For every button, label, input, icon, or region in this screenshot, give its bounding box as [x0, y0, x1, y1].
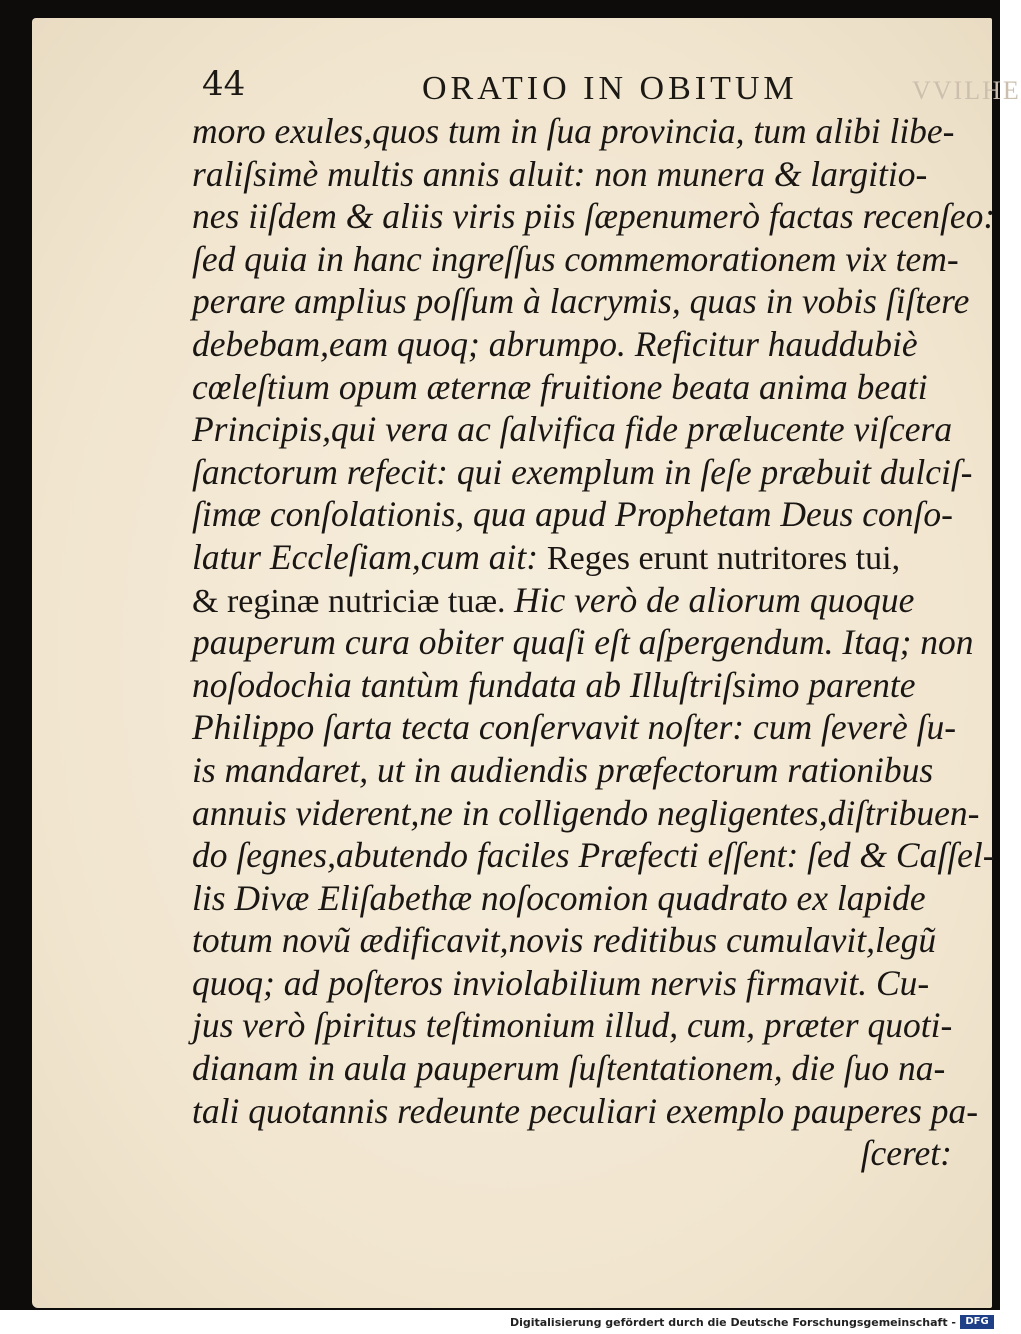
text-line: Philippo ſarta tecta conſervavit noſter: cum ſeverè ſu-	[192, 707, 957, 748]
text-line: moro exules,quos tum in ſua provincia, tum alibi libe-	[192, 111, 955, 151]
text-segment-roman: Reges erunt nutritores tui,	[546, 539, 901, 577]
text-line: dianam in aula pauperum ſuſtentationem, die ſuo na-	[192, 1048, 946, 1089]
text-line: perare amplius poſſum à lacrymis, quas in vobis ſiſtere	[192, 281, 970, 322]
text-line: ſanctorum refecit: qui exemplum in ſeſe præbuit dulciſ-	[192, 451, 973, 492]
footer-bar	[0, 1312, 1000, 1334]
text-line: debebam,eam quoq; abrumpo. Reficitur hauddubiè	[192, 323, 918, 364]
text-line: nes iiſdem & aliis viris piis ſæpenumerò factas recenſeo:	[192, 196, 996, 237]
text-line: do ſegnes,abutendo faciles Præfecti eſſent: ſed & Caſſel-	[192, 835, 995, 876]
text-line: cœleſtium opum æternæ fruitione beata anima beati	[192, 366, 928, 407]
text-line: ſimæ conſolationis, qua apud Prophetam Deus conſo-	[192, 494, 953, 535]
text-segment-italic: Hic verò de aliorum quoque	[514, 579, 915, 620]
catchword: ſceret:	[860, 1133, 952, 1174]
dfg-logo: DFG	[960, 1315, 994, 1329]
text-line: quoq; ad poſteros inviolabilium nervis firmavit. Cu-	[192, 962, 930, 1003]
bleed-through-text: VVILHE	[912, 76, 1021, 105]
book-page	[32, 18, 1021, 1308]
text-line: annuis viderent,ne in colligendo negligentes,diſtribuen-	[192, 792, 980, 833]
text-line: totum novũ ædificavit,novis reditibus cumulavit,legũ	[192, 920, 937, 961]
text-line: lis Divæ Eliſabethæ noſocomion quadrato ex lapide	[192, 877, 926, 918]
text-line	[192, 579, 982, 622]
text-line: ſed quia in hanc ingreſſus commemorationem vix tem-	[192, 238, 959, 279]
body-text	[192, 110, 996, 1175]
text-line: Principis,qui vera ac ſalvifica fide prælucente viſcera	[192, 409, 953, 450]
text-line: noſodochia tantùm fundata ab Illuſtriſsimo parente	[192, 664, 916, 705]
text-line	[192, 536, 982, 579]
text-line: jus verò ſpiritus teſtimonium illud, cum, præter quoti-	[192, 1005, 953, 1046]
text-segment-roman: & reginæ nutriciæ tuæ.	[192, 582, 515, 620]
text-line: pauperum cura obiter quaſi eſt aſpergendum. Itaq; non	[192, 622, 974, 663]
funding-credit: Digitalisierung gefördert durch die Deutsche Forschungsgemeinschaft -	[509, 1316, 956, 1329]
running-head: ORATIO IN OBITUM	[422, 70, 798, 107]
text-segment-italic: latur Eccleſiam,cum ait:	[192, 536, 547, 577]
text-line: raliſsimè multis annis aluit: non munera & largitio-	[192, 153, 928, 194]
text-line: tali quotannis redeunte peculiari exemplo pauperes pa-	[192, 1090, 979, 1131]
text-line: is mandaret, ut in audiendis præfectorum rationibus	[192, 749, 934, 790]
page-number: 44	[202, 64, 246, 104]
